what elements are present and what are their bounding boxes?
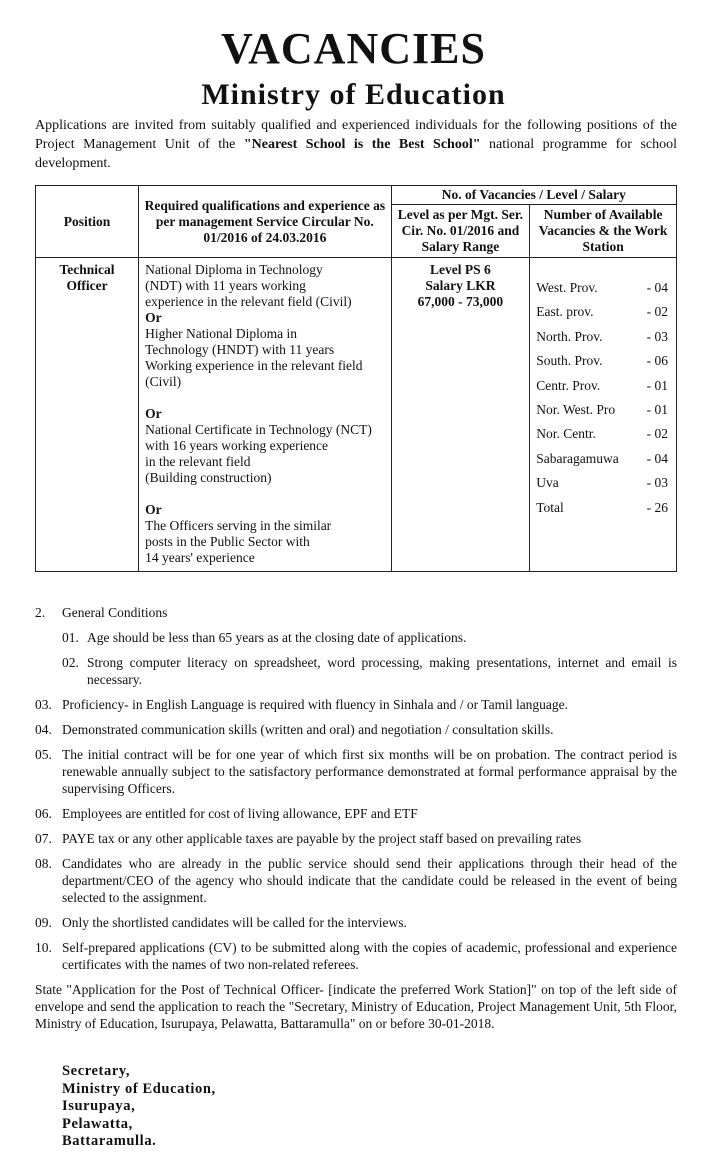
programme-name: "Nearest School is the Best School" [243,137,481,152]
vacancy-count: - 01 [646,377,668,393]
address-line: Ministry of Education, [62,1080,216,1097]
workstation-name: Uva [536,475,559,491]
qualification-line: (Civil) [145,374,182,389]
qualification-line: posts in the Public Sector with [145,534,310,549]
header-level: Level as per Mgt. Ser. Cir. No. 01/2016 and Salary Range [391,205,530,258]
intro-paragraph [35,116,677,173]
workstation-row [536,475,668,499]
item-number: 03. [35,697,52,712]
qualification-line: experience in the relevant field (Civil) [145,294,352,309]
sub-condition [62,629,677,646]
general-conditions [35,604,677,1032]
vacancy-count: - 04 [646,450,668,466]
application-instructions: State "Application for the Post of Technical Officer- [indicate the preferred Work Station]" on top of the left side of envelope and send the application to reach the "Secretary, Ministry of Education, Project Management Unit, 5th Floor, Ministry of Education, Isurupaya, Pelawatta, Battaramulla" on or before 30-01-2018. [35,982,677,1031]
condition-text: Candidates who are already in the public service should send their applications through their head of the department/CEO of the agency who should indicate that the candidate could be released in the event of being selected to the assignment. [62,856,677,905]
conditions-heading [35,604,677,621]
condition-text: Self-prepared applications (CV) to be submitted along with the copies of academic, professional and experience certificates with the names of two non-related referees. [62,940,677,972]
qualification-line: 14 years' experience [145,550,255,565]
qualification-line: (NDT) with 11 years working [145,278,306,293]
item-number: 01. [62,630,79,645]
qualification-line: with 16 years working experience [145,438,329,453]
intro-text-after: national programme for school development. [35,137,677,171]
vacancy-count: - 02 [646,426,668,442]
vacancy-count: - 26 [646,499,668,515]
condition-text: The initial contract will be for one year of which first six months will be on probation. The contract period is renewable annually subject to the satisfactory performance demonstrated at formal performance appraisal by the supervising Officers. [62,747,677,796]
workstation-row [536,451,668,475]
address-line: Isurupaya, [62,1098,136,1115]
vacancy-count: - 01 [646,401,668,417]
item-number: 10. [35,940,52,955]
item-number: 09. [35,915,52,930]
qualification-line: Higher National Diploma in [145,326,297,341]
sub-item-list [35,629,677,688]
workstation-name: Nor. Centr. [536,426,596,442]
address-line: Battaramulla. [62,1133,157,1150]
qualifications-cell [139,258,391,572]
sub-condition [62,654,677,688]
page-title: VACANCIES [221,24,486,73]
position-name: Technical Officer [59,262,115,293]
level-salary-line: Salary LKR [425,278,496,293]
qualification-line: National Certificate in Technology (NCT) [145,422,372,437]
workstation-name: North. Prov. [536,328,603,344]
vacancy-count: - 04 [646,280,668,295]
condition-text: Proficiency- in English Language is required with fluency in Sinhala and / or Tamil language. [62,697,569,712]
workstation-name: Sabaragamuwa [536,450,619,466]
qualification-line: in the relevant field [145,454,251,469]
condition-text: PAYE tax or any other applicable taxes are payable by the project staff based on prevailing rates [62,831,582,846]
spacer [145,390,384,406]
level-salary-line: 67,000 - 73,000 [417,294,504,309]
vacancy-count: - 03 [646,475,668,491]
level-salary-cell [391,258,530,572]
workstation-row [536,378,668,402]
item-number: 08. [35,856,52,871]
item-number: 2. [35,605,46,620]
condition-item [35,830,677,847]
intro-text-before: Applications are invited from suitably qualified and experienced individuals for the following positions of the Project Management Unit of the [35,118,677,152]
condition-text: Age should be less than 65 years as at the closing date of applications. [87,630,467,645]
or-separator: Or [145,502,162,517]
condition-item [35,721,677,738]
condition-item [35,939,677,973]
condition-list [35,696,677,973]
header-qualifications: Required qualifications and experience as per management Service Circular No. 01/2016 of 24.03.2016 [139,186,391,258]
workstation-name: Centr. Prov. [536,377,601,393]
address-line: Pelawatta, [62,1115,133,1132]
workstation-name: Total [536,499,564,515]
qualification-line: (Building construction) [145,470,272,485]
table-row [36,258,677,572]
condition-item [35,746,677,797]
vacancy-table [35,185,677,572]
workstation-row [536,329,668,353]
workstation-name: Nor. West. Pro [536,401,616,417]
vacancy-count: - 02 [646,304,668,320]
condition-text: Only the shortlisted candidates will be called for the interviews. [62,915,407,930]
workstation-row [536,426,668,450]
workstation-cell [530,258,677,572]
header-workstation: Number of Available Vacancies & the Work Station [530,205,677,258]
header-vacancies-group: No. of Vacancies / Level / Salary [391,186,676,205]
workstation-row [536,402,668,426]
condition-item [35,855,677,906]
or-separator: Or [145,310,162,325]
workstation-name: East. prov. [536,304,594,320]
vacancy-count: - 06 [646,353,668,369]
section-heading: General Conditions [62,605,168,620]
page-subtitle: Ministry of Education [201,78,506,111]
header-position: Position [36,186,139,258]
workstation-row [536,353,668,377]
qualification-line: Technology (HNDT) with 11 years [145,342,335,357]
or-separator: Or [145,406,162,421]
item-number: 07. [35,831,52,846]
condition-text: Demonstrated communication skills (written and oral) and negotiation / consultation skills. [62,722,554,737]
item-number: 06. [35,806,52,821]
spacer [145,486,384,502]
condition-text: Strong computer literacy on spreadsheet, word processing, making presentations, internet and email is necessary. [87,655,677,687]
level-salary-line: Level PS 6 [430,262,491,277]
qualification-line: National Diploma in Technology [145,262,323,277]
condition-item [35,914,677,931]
workstation-row [536,500,668,524]
condition-text: Employees are entitled for cost of living allowance, EPF and ETF [62,806,418,821]
workstation-row [536,280,668,304]
condition-item [35,805,677,822]
postal-address [62,1063,216,1151]
position-cell [36,258,139,572]
address-line: Secretary, [62,1063,131,1079]
workstation-row [536,304,668,328]
condition-item [35,696,677,713]
item-number: 05. [35,747,52,762]
workstation-name: South. Prov. [536,353,603,369]
vacancy-count: - 03 [646,328,668,344]
workstation-name: West. Prov. [536,280,598,295]
item-number: 02. [62,655,79,670]
qualification-line: The Officers serving in the similar [145,518,332,533]
qualification-line: Working experience in the relevant field [145,358,363,373]
item-number: 04. [35,722,52,737]
